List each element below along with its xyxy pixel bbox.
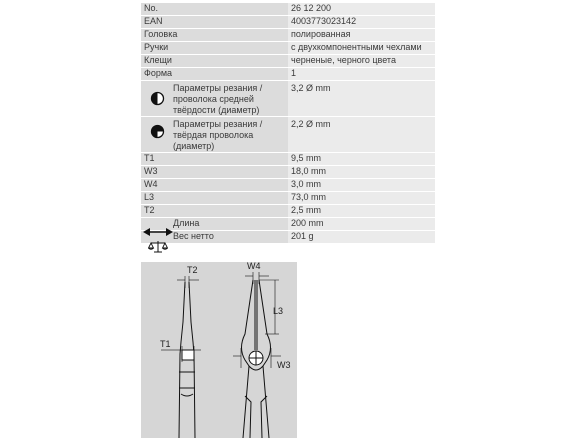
spec-row <box>141 3 435 15</box>
dim-label-t1: T1 <box>160 339 171 349</box>
spec-value: с двухкомпонентными чехлами <box>288 42 435 54</box>
spec-label: Головка <box>141 29 288 41</box>
dim-label-w4: W4 <box>247 262 261 271</box>
spec-value: 73,0 mm <box>288 192 435 204</box>
three-quarter-circle-icon <box>150 124 165 139</box>
spec-value: 3,0 mm <box>288 179 435 191</box>
spec-label: Вес нетто <box>141 231 288 243</box>
spec-row <box>141 55 435 67</box>
spec-value: 1 <box>288 68 435 80</box>
spec-row <box>141 68 435 80</box>
spec-label: W4 <box>141 179 288 191</box>
spec-value: 2,5 mm <box>288 205 435 217</box>
spec-label: W3 <box>141 166 288 178</box>
dim-label-l3: L3 <box>273 306 284 316</box>
spec-row <box>141 192 435 204</box>
spec-value: 201 g <box>288 231 435 243</box>
spec-value: 9,5 mm <box>288 153 435 165</box>
spec-row <box>141 218 435 230</box>
double-arrow-icon <box>143 227 173 237</box>
spec-row <box>141 166 435 178</box>
spec-table <box>141 2 435 244</box>
spec-row <box>141 42 435 54</box>
spec-value: 26 12 200 <box>288 3 435 15</box>
spec-value: черненые, черного цвета <box>288 55 435 67</box>
spec-label: Параметры резания / твёрдая проволока (диаметр) <box>141 117 288 152</box>
spec-label: No. <box>141 3 288 15</box>
dimension-lines <box>161 272 284 368</box>
pliers-diagram <box>141 262 297 438</box>
spec-row <box>141 153 435 165</box>
spec-label: Форма <box>141 68 288 80</box>
spec-row <box>141 179 435 191</box>
pliers-side-view <box>179 282 195 438</box>
spec-value: 2,2 Ø mm <box>288 117 435 152</box>
spec-label: Ручки <box>141 42 288 54</box>
spec-label: T2 <box>141 205 288 217</box>
spec-row <box>141 81 435 116</box>
scale-icon <box>148 240 168 254</box>
spec-value: полированная <box>288 29 435 41</box>
spec-row <box>141 16 435 28</box>
spec-label: EAN <box>141 16 288 28</box>
spec-label: Параметры резания /проволока средней твёрдости (диаметр) <box>141 81 288 116</box>
spec-row <box>141 29 435 41</box>
spec-label: L3 <box>141 192 288 204</box>
spec-value: 3,2 Ø mm <box>288 81 435 116</box>
dim-label-w3: W3 <box>277 360 291 370</box>
spec-row <box>141 205 435 217</box>
spec-value: 4003773023142 <box>288 16 435 28</box>
spec-row <box>141 231 435 243</box>
dim-label-t2: T2 <box>187 265 198 275</box>
spec-label: T1 <box>141 153 288 165</box>
half-circle-icon <box>150 91 165 106</box>
technical-drawing <box>141 262 297 438</box>
pliers-front-view <box>242 280 271 438</box>
spec-value: 18,0 mm <box>288 166 435 178</box>
spec-value: 200 mm <box>288 218 435 230</box>
spec-row <box>141 117 435 152</box>
spec-label: Клещи <box>141 55 288 67</box>
spec-label: Длина <box>141 218 288 230</box>
